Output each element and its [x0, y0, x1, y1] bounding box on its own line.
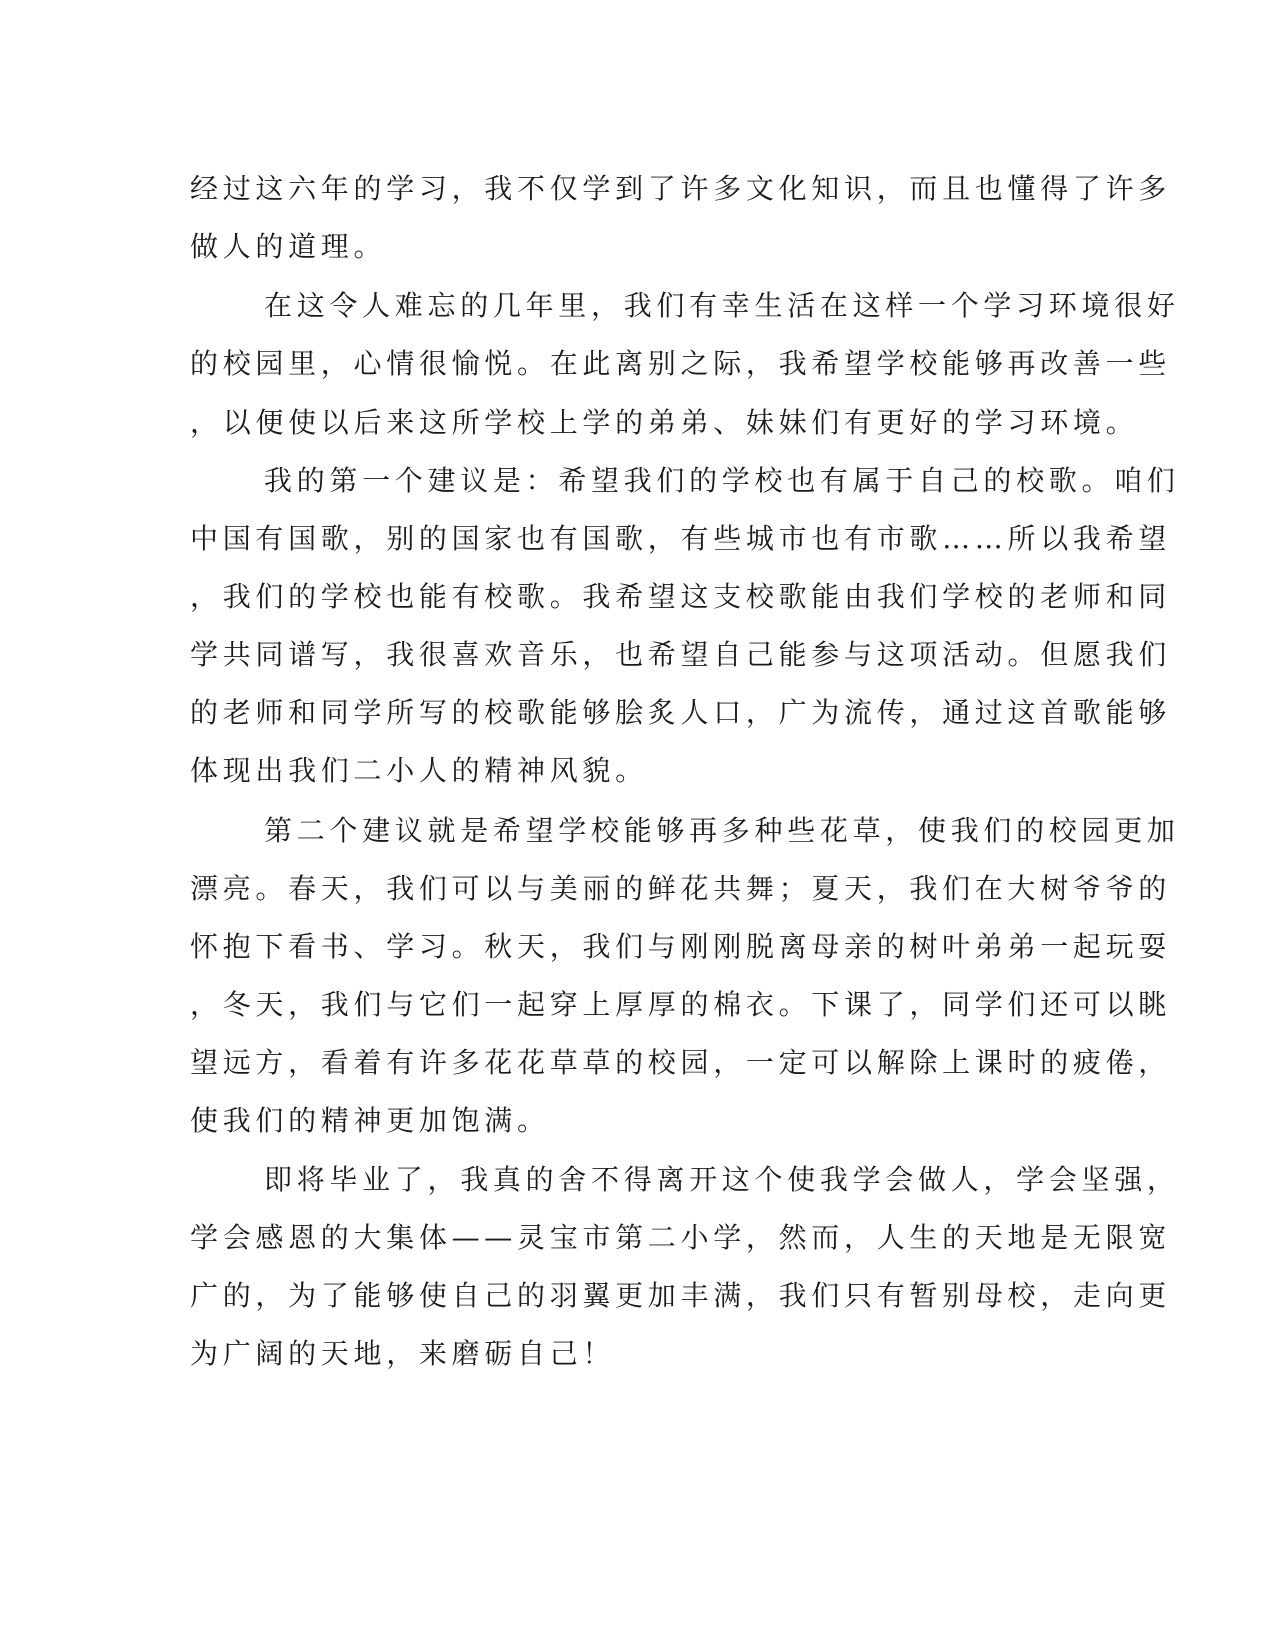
text-line: 经过这六年的学习，我不仅学到了许多文化知识，而且也懂得了许多 — [190, 172, 1172, 205]
text-line: 漂亮。春天，我们可以与美丽的鲜花共舞；夏天，我们在大树爷爷的 — [190, 872, 1172, 905]
text-line: 广的，为了能够使自己的羽翼更加丰满，我们只有暂别母校，走向更 — [190, 1279, 1172, 1312]
text-line: 的校园里，心情很愉悦。在此离别之际，我希望学校能够再改善一些 — [190, 347, 1172, 380]
text-line: 学共同谱写，我很喜欢音乐，也希望自己能参与这项活动。但愿我们 — [190, 638, 1172, 671]
text-line: ，冬天，我们与它们一起穿上厚厚的棉衣。下课了，同学们还可以眺 — [190, 988, 1172, 1021]
paragraph-first-line: 在这令人难忘的几年里，我们有幸生活在这样一个学习环境很好 — [264, 289, 1180, 322]
text-line: 望远方，看着有许多花花草草的校园，一定可以解除上课时的疲倦， — [190, 1046, 1172, 1079]
text-line: 使我们的精神更加饱满。 — [190, 1104, 550, 1137]
text-line: 为广阔的天地，来磨砺自己！ — [190, 1337, 616, 1370]
text-line: 做人的道理。 — [190, 230, 387, 263]
text-line: 体现出我们二小人的精神风貌。 — [190, 754, 648, 787]
paragraph-first-line: 我的第一个建议是：希望我们的学校也有属于自己的校歌。咱们 — [264, 464, 1180, 497]
paragraph-first-line: 第二个建议就是希望学校能够再多种些花草，使我们的校园更加 — [264, 814, 1180, 847]
text-line: 中国有国歌，别的国家也有国歌，有些城市也有市歌……所以我希望 — [190, 522, 1172, 555]
text-line: ，以便使以后来这所学校上学的弟弟、妹妹们有更好的学习环境。 — [190, 406, 1139, 439]
paragraph-first-line: 即将毕业了，我真的舍不得离开这个使我学会做人，学会坚强， — [264, 1163, 1180, 1196]
text-line: 学会感恩的大集体——灵宝市第二小学，然而，人生的天地是无限宽 — [190, 1221, 1172, 1254]
text-line: 的老师和同学所写的校歌能够脍炙人口，广为流传，通过这首歌能够 — [190, 696, 1172, 729]
text-line: ，我们的学校也能有校歌。我希望这支校歌能由我们学校的老师和同 — [190, 580, 1172, 613]
text-line: 怀抱下看书、学习。秋天，我们与刚刚脱离母亲的树叶弟弟一起玩耍 — [190, 930, 1172, 963]
